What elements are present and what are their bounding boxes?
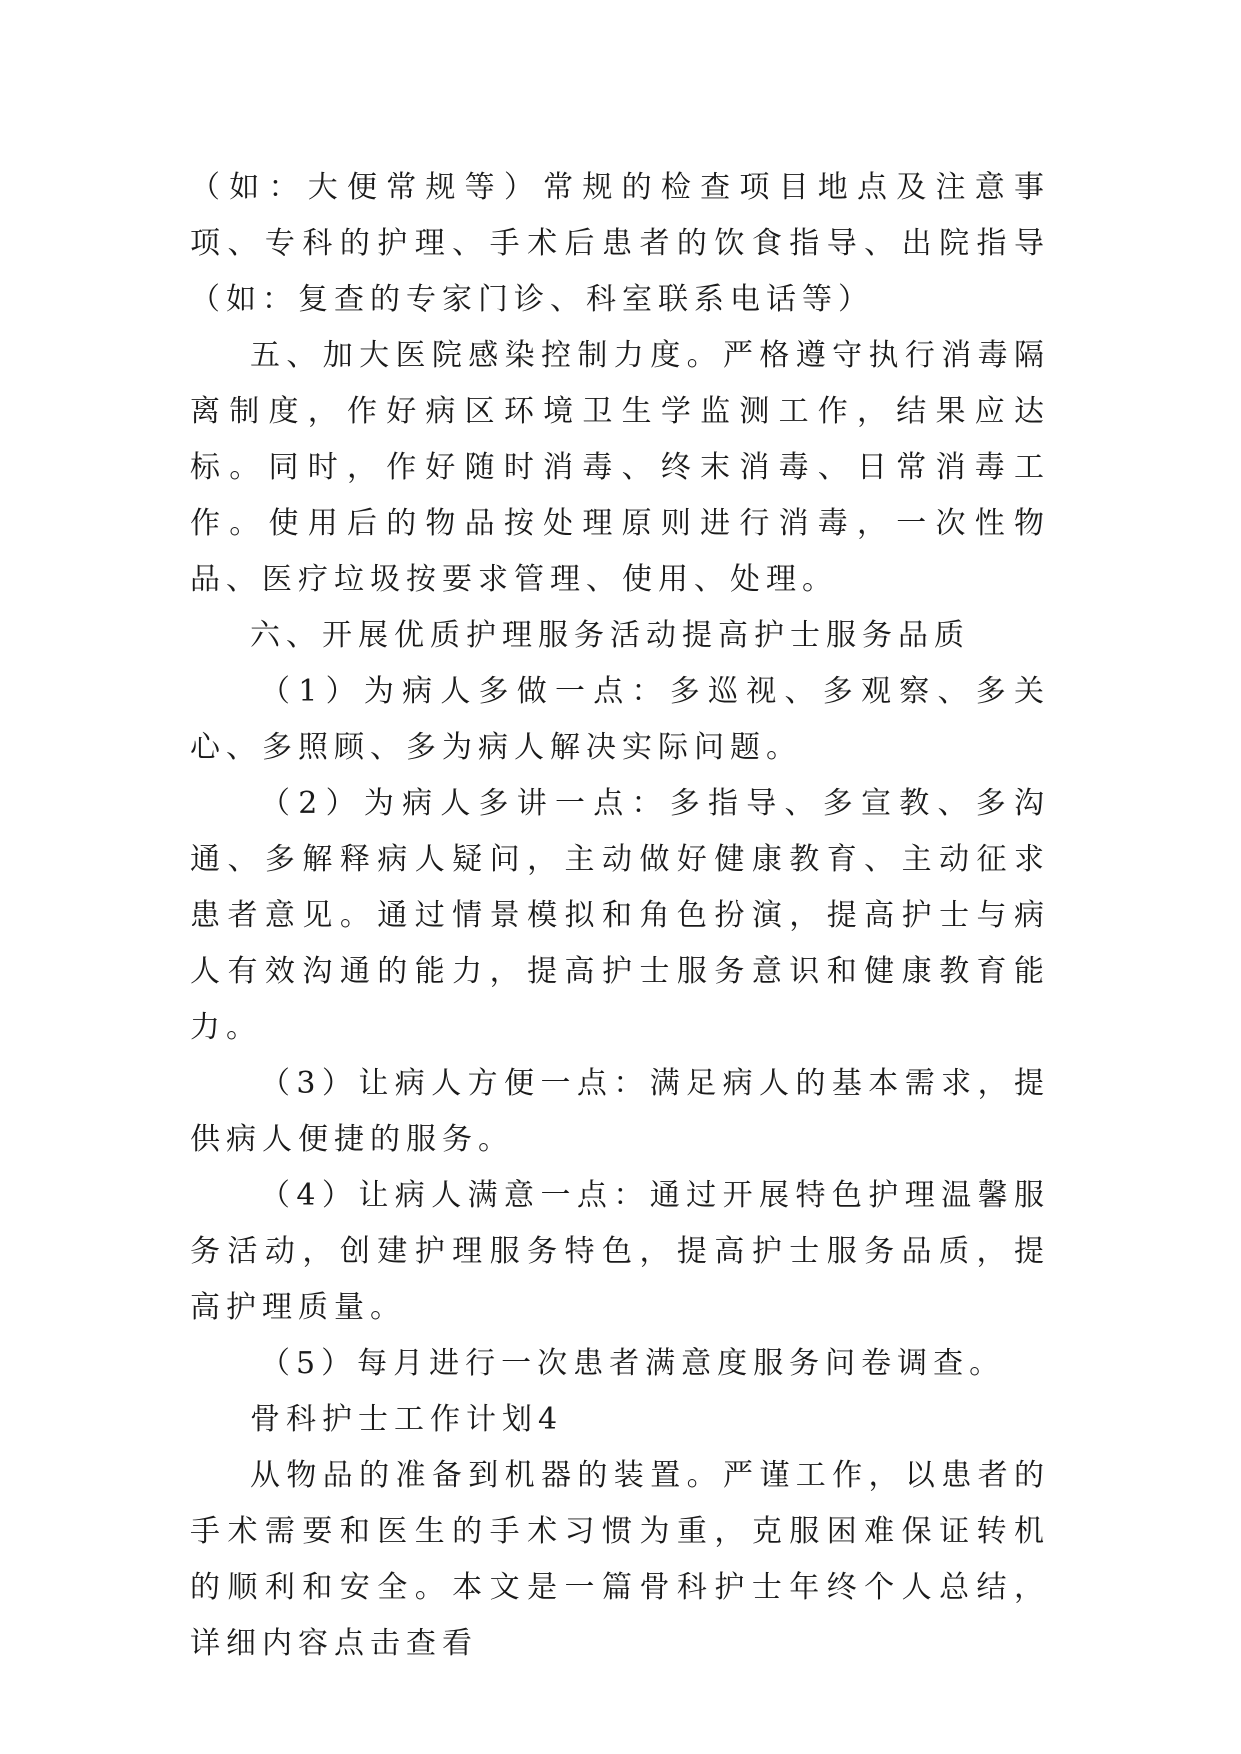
document-body (190, 160, 1050, 1672)
paragraph-exam-guidance: （如：大便常规等）常规的检查项目地点及注意事项、专科的护理、手术后患者的饮食指导、出院指导（如：复查的专家门诊、科室联系电话等） (190, 170, 1050, 317)
section-heading-quality-nursing: 六、开展优质护理服务活动提高护士服务品质 (250, 618, 970, 653)
list-item-convenience: （3）让病人方便一点：满足病人的基本需求，提供病人便捷的服务。 (190, 1066, 1050, 1157)
list-item-satisfaction: （4）让病人满意一点：通过开展特色护理温馨服务活动，创建护理服务特色，提高护士服务品质，提高护理质量。 (190, 1178, 1050, 1325)
paragraph-infection-control: 五、加大医院感染控制力度。严格遵守执行消毒隔离制度，作好病区环境卫生学监测工作，结果应达标。同时，作好随时消毒、终末消毒、日常消毒工作。使用后的物品按处理原则进行消毒，一次性物品、医疗垃圾按要求管理、使用、处理。 (190, 338, 1050, 597)
list-item-monthly-survey: （5）每月进行一次患者满意度服务问卷调查。 (260, 1346, 1006, 1381)
section-title-plan-4: 骨科护士工作计划4 (250, 1402, 564, 1437)
paragraph-plan-4-intro: 从物品的准备到机器的装置。严谨工作，以患者的手术需要和医生的手术习惯为重，克服困难保证转机的顺利和安全。本文是一篇骨科护士年终个人总结，详细内容点击查看 (190, 1458, 1050, 1661)
list-item-do-more: （1）为病人多做一点：多巡视、多观察、多关心、多照顾、多为病人解决实际问题。 (190, 674, 1050, 765)
list-item-talk-more: （2）为病人多讲一点：多指导、多宣教、多沟通、多解释病人疑问，主动做好健康教育、主动征求患者意见。通过情景模拟和角色扮演，提高护士与病人有效沟通的能力，提高护士服务意识和健康教育能力。 (190, 786, 1050, 1045)
